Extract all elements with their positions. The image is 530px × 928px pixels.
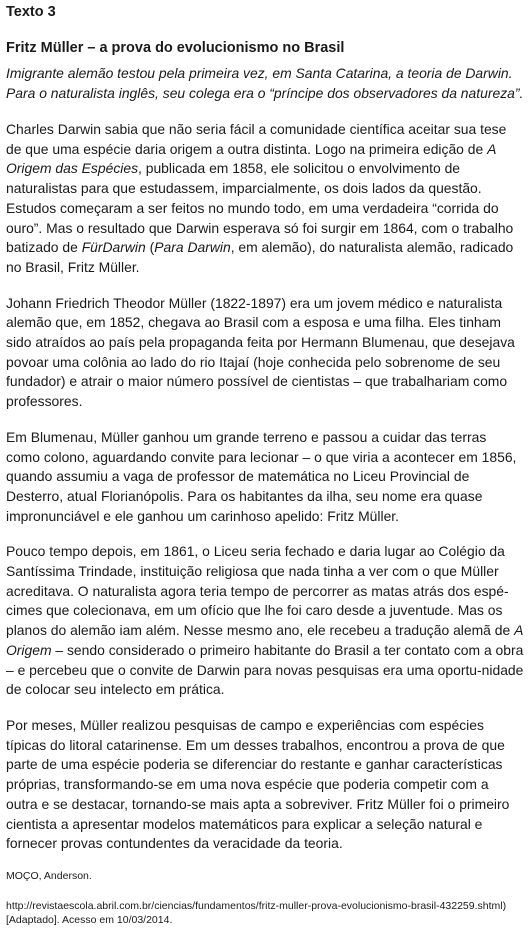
paragraph-5 (6, 716, 524, 854)
paragraph-text: Pouco tempo depois, em 1861, o Liceu seria fechado e daria lugar ao Colégio da Santíssima Trindade, instituição religiosa que nada tinha a ver com o que Müller acreditava. O naturalista agora teria tempo de percorrer as matas atrás dos espé-cimes que colecionava, em um ofício que lhe foi caro desde a juventude. Mas os planos do alemão iam além. Nesse mesmo ano, ele recebeu a tradução alemã de (6, 543, 515, 639)
paragraph-text: , publicada em 1858, ele solicitou o envolvimento de naturalistas para que estudassem, imparcialmente, os dois lados da questão. Estudos começaram a ser feitos no mundo todo, em uma verdadeira “corrida do ouro”. Mas o resultado que Darwin esperava só foi surgir em 1864, com o trabalho batizado de (6, 160, 514, 256)
italic-title-text: A Origem das Espécies (6, 140, 496, 177)
paragraph-text: , em alemão), do naturalista alemão, radicado no Brasil, Fritz Müller. (6, 239, 514, 275)
author-credit: MOÇO, Anderson. (6, 869, 92, 882)
article-title: Fritz Müller – a prova do evolucionismo no Brasil (6, 40, 345, 56)
paragraph-4 (6, 542, 524, 700)
source-citation: http://revistaescola.abril.com.br/ciencias/fundamentos/fritz-muller-prova-evolucionismo-brasil-432259.shtml) [Adaptado]. Acesso em 10/03/2014. (6, 899, 507, 927)
paragraph-text: – sendo considerado o primeiro habitante do Brasil a ter contato com a obra – e percebeu que o convite de Darwin para novas pesquisas era uma oportu-nidade de colocar seu intelecto em prática. (6, 641, 524, 698)
paragraph-1 (6, 120, 524, 278)
text-number-label: Texto 3 (6, 4, 56, 20)
paragraph-text: ( (145, 239, 155, 256)
italic-title-text: FürDarwin (81, 239, 146, 256)
italic-title-text: Para Darwin (154, 239, 231, 256)
paragraph-2 (6, 294, 524, 412)
paragraph-text: Johann Friedrich Theodor Müller (1822-1897) era um jovem médico e naturalista alemão que, em 1852, chegava ao Brasil com a esposa e uma filha. Eles tinham sido atraídos ao país pela propaganda feita por Hermann Blumenau, que desejava povoar uma colônia ao lado do rio Itajaí (hoje conhecida pelo sobrenome de seu fundador) e atrair o maior número possível de cientistas – que trabalhariam como professores. (6, 294, 515, 410)
article-body (6, 120, 524, 854)
paragraph-text: Por meses, Müller realizou pesquisas de campo e experiências com espécies típicas do litoral catarinense. Em um desses trabalhos, encontrou a prova de que parte de uma espécie poderia se diferenciar do restante e ganhar características próprias, transformando-se em uma nova espécie que poderia competir com a outra e se destacar, tornando-se mais apta a sobreviver. Fritz Müller foi o primeiro cientista a apresentar modelos matemáticos para explicar a seleção natural e fornecer provas contundentes da veracidade da teoria. (6, 716, 510, 852)
article-subtitle: Imigrante alemão testou pela primeira vez, em Santa Catarina, a teoria de Darwin. Para o naturalista inglês, seu colega era o “príncipe dos observadores da natureza”. (6, 65, 524, 101)
paragraph-text: Charles Darwin sabia que não seria fácil a comunidade científica aceitar sua tese de que uma espécie daria origem a outra distinta. Logo na primeira edição de (6, 121, 507, 157)
paragraph-3 (6, 428, 524, 527)
paragraph-text: Em Blumenau, Müller ganhou um grande terreno e passou a cuidar das terras como colono, aguardando convite para lecionar – o que viria a acontecer em 1856, quando assumiu a vaga de professor de matemática no Liceu Provincial de Desterro, atual Florianópolis. Para os habitantes da ilha, seu nome era quase impronunciável e ele ganhou um carinhoso apelido: Fritz Müller. (6, 428, 517, 524)
italic-title-text: A Origem (6, 622, 523, 658)
document-page (6, 2, 524, 928)
